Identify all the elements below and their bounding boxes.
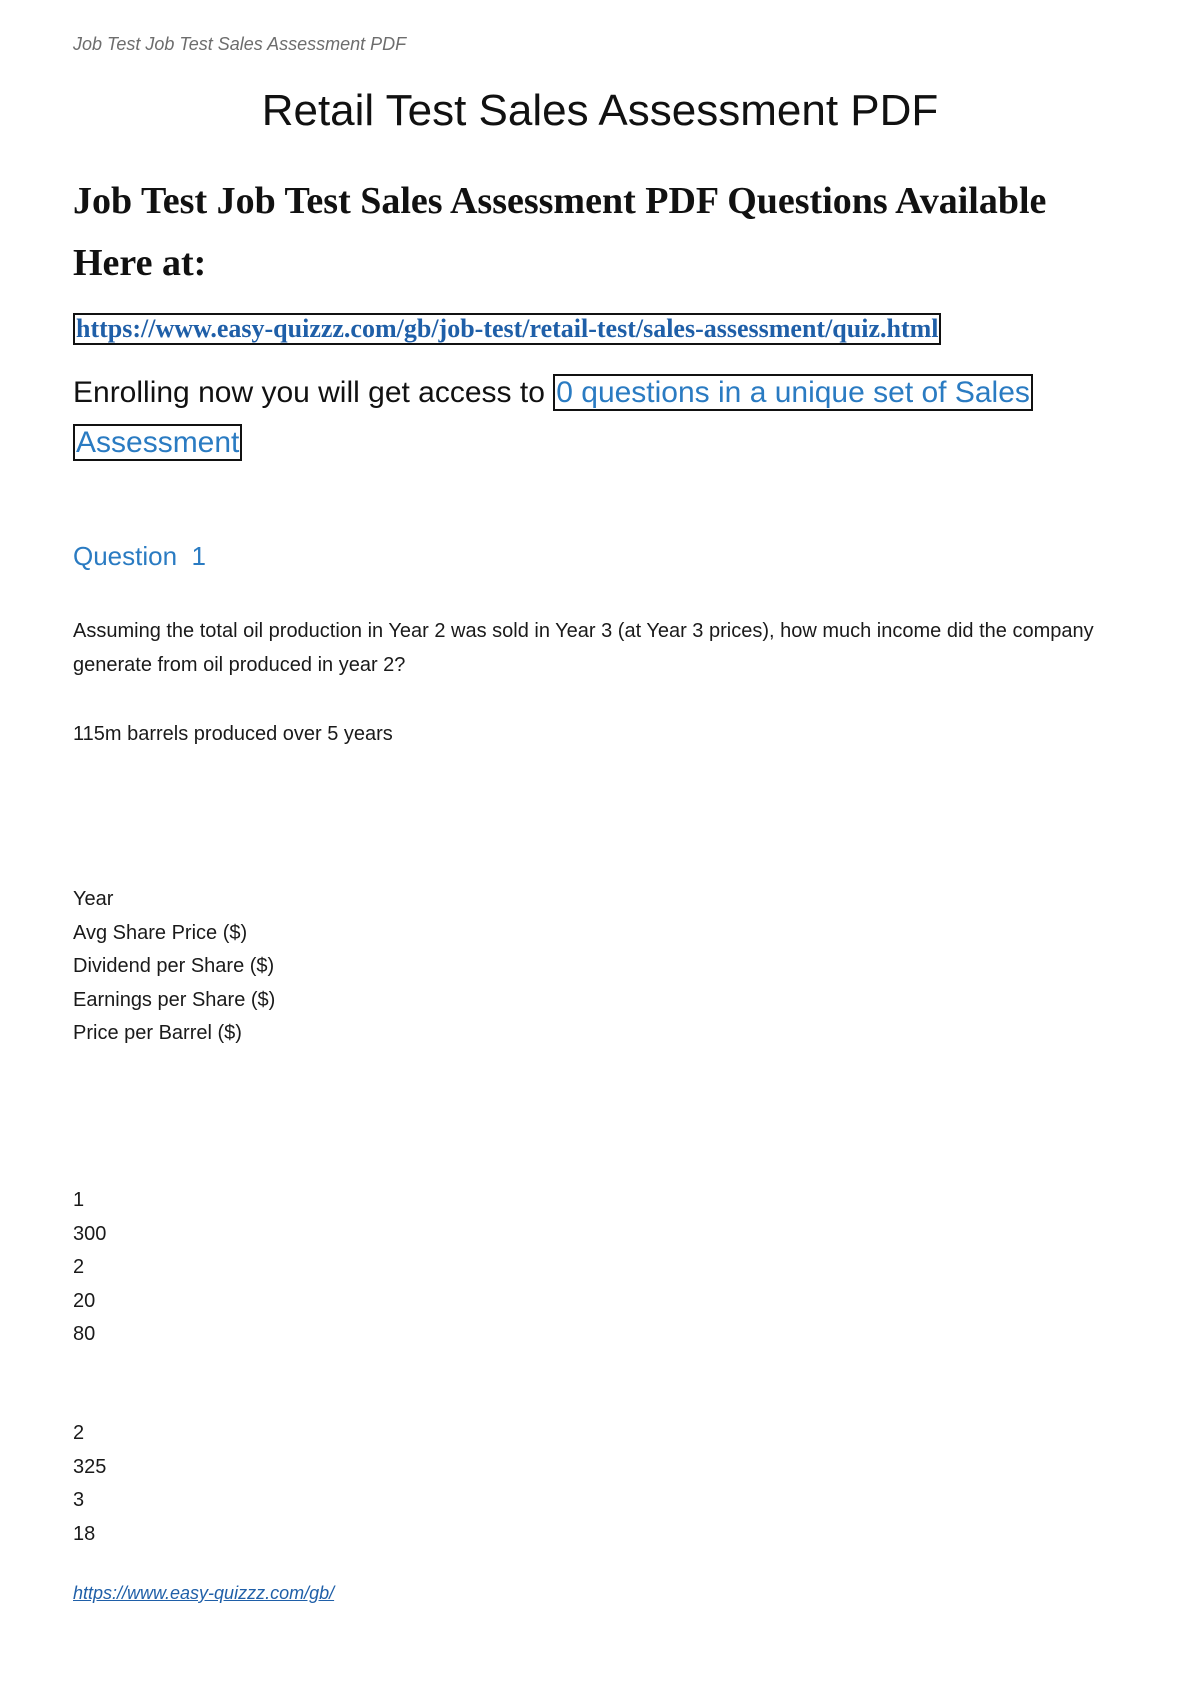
enroll-paragraph — [73, 368, 1123, 468]
list-item: 18 — [73, 1522, 96, 1545]
table-row-year-2 — [73, 1417, 106, 1551]
running-header: Job Test Job Test Sales Assessment PDF — [73, 34, 407, 54]
list-item: 3 — [73, 1489, 85, 1512]
table-labels-list — [73, 883, 275, 1051]
enroll-prefix: Enrolling now you will get access to — [73, 376, 554, 409]
list-item: Avg Share Price ($) — [73, 921, 248, 944]
list-item: 1 — [73, 1189, 85, 1211]
enroll-questions-link[interactable]: 0 questions in a unique set of Sales Assessment — [73, 374, 1033, 461]
list-item: Earnings per Share ($) — [73, 988, 276, 1011]
list-item: 300 — [73, 1222, 107, 1245]
question-text: Assuming the total oil production in Year 2 was sold in Year 3 (at Year 3 prices), how much income did the company generate from oil produced in year 2? — [73, 620, 1094, 676]
list-item: 2 — [73, 1256, 85, 1279]
table-row-year-1 — [73, 1184, 106, 1352]
list-item: Dividend per Share ($) — [73, 955, 275, 978]
list-item: 20 — [73, 1289, 96, 1312]
list-item: Year — [73, 888, 114, 910]
question-note: 115m barrels produced over 5 years — [73, 723, 393, 745]
headline: Job Test Job Test Sales Assessment PDF Questions Available Here at: — [73, 180, 1047, 284]
list-item: 80 — [73, 1323, 96, 1346]
list-item: 325 — [73, 1455, 107, 1478]
document-title: Retail Test Sales Assessment PDF — [261, 86, 939, 135]
quiz-url-link[interactable]: https://www.easy-quizzz.com/gb/job-test/retail-test/sales-assessment/quiz.html — [73, 313, 941, 345]
list-item: Price per Barrel ($) — [73, 1022, 242, 1045]
footer-url-link[interactable]: https://www.easy-quizzz.com/gb/ — [73, 1583, 335, 1603]
question-heading: Question 1 — [73, 541, 206, 571]
list-item: 2 — [73, 1422, 85, 1444]
